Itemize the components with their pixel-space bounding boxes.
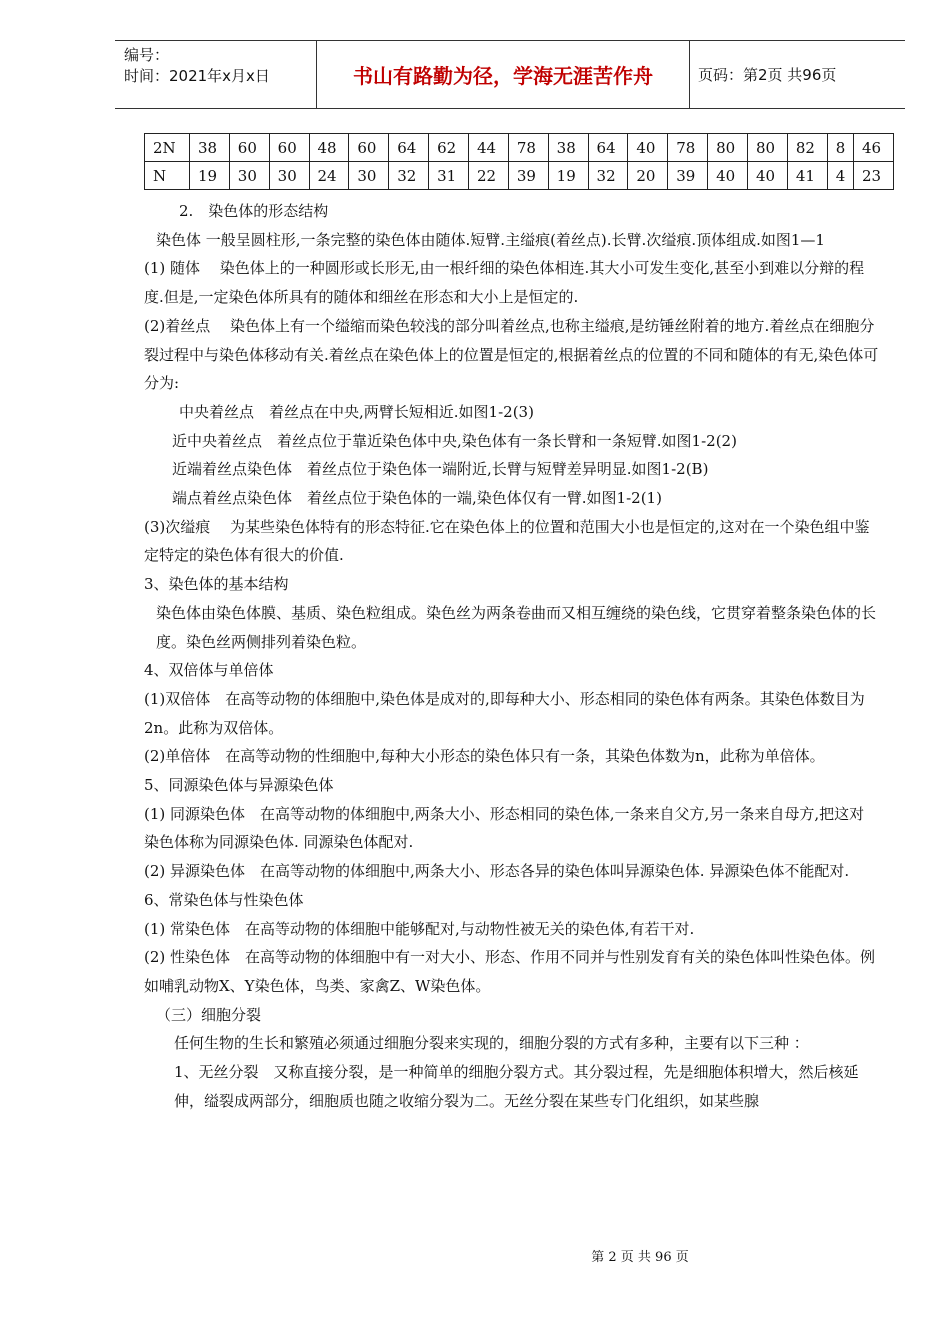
paragraph: (2) 异源染色体 在高等动物的体细胞中,两条大小、形态各异的染色体叫异源染色体. 异源染色体不能配对. [144,862,850,881]
table-cell: 38 [189,134,229,162]
table-cell: 23 [854,162,894,190]
paragraph: (2)着丝点 染色体上有一个缢缩而染色较浅的部分叫着丝点,也称主缢痕,是纺锤丝附着的地方.着丝点在细胞分裂过程中与染色体移动有关.着丝点在染色体上的位置是恒定的,根据着丝点的位置的不同和随体的有无,染色体可分为: [144,316,879,393]
table-cell: 40 [708,162,748,190]
table-cell: 38 [548,134,588,162]
list-item: 中央着丝点 着丝点在中央,两臂长短相近.如图1-2(3) [179,402,534,421]
table-cell: 31 [429,162,469,190]
table-cell: 64 [588,134,628,162]
table-cell: 62 [429,134,469,162]
table-cell: 80 [708,134,748,162]
table-cell: 80 [747,134,787,162]
table-cell: 19 [548,162,588,190]
paragraph: 染色体 一般呈圆柱形,一条完整的染色体由随体.短臂.主缢痕(着丝点).长臂.次缢痕.顶体组成.如图1—1 [156,230,825,249]
table-cell: 48 [309,134,349,162]
paragraph: (1) 同源染色体 在高等动物的体细胞中,两条大小、形态相同的染色体,一条来自父方,另一条来自母方,把这对染色体称为同源染色体. 同源染色体配对. [144,804,865,852]
section-heading: 2. 染色体的形态结构 [179,202,329,220]
list-item: 近中央着丝点 着丝点位于靠近染色体中央,染色体有一条长臂和一条短臂.如图1-2(2) [172,431,737,450]
table-cell: 40 [628,134,668,162]
serial-label: 编号： [124,46,170,64]
table-cell: 78 [508,134,548,162]
table-cell: 4 [827,162,853,190]
table-cell: 19 [189,162,229,190]
table-cell: 30 [349,162,389,190]
section-heading: 5、同源染色体与异源染色体 [144,776,334,795]
section-heading: （三）细胞分裂 [156,1005,262,1024]
page-footer: 第 2 页 共 96 页 [591,1250,689,1265]
table-cell: 60 [229,134,269,162]
table-cell: 44 [468,134,508,162]
table-cell: 24 [309,162,349,190]
table-cell: 82 [787,134,827,162]
paragraph: (1) 常染色体 在高等动物的体细胞中能够配对,与动物性被无关的染色体,有若干对. [144,919,695,938]
table-cell: 30 [229,162,269,190]
table-row [145,134,894,162]
list-item: 端点着丝点染色体 着丝点位于染色体的一端,染色体仅有一臂.如图1-2(1) [172,489,662,508]
table-cell: 40 [747,162,787,190]
table-cell: 41 [787,162,827,190]
table-cell: 32 [389,162,429,190]
table-cell: 39 [508,162,548,190]
header-motto: 书山有路勤为径，学海无涯苦作舟 [316,41,690,108]
paragraph: (2)单倍体 在高等动物的性细胞中,每种大小形态的染色体只有一条，其染色体数为n，此称为单倍体。 [144,747,825,766]
section-heading: 4、双倍体与单倍体 [144,661,274,680]
document-body [144,197,879,1116]
table-cell: 60 [269,134,309,162]
chromosome-count-table [144,133,894,190]
table-cell: 60 [349,134,389,162]
section-heading: 3、染色体的基本结构 [144,575,289,594]
table-cell: 39 [668,162,708,190]
table-cell: 46 [854,134,894,162]
page-header [115,40,905,109]
list-item: 近端着丝点染色体 着丝点位于染色体一端附近,长臂与短臂差异明显.如图1-2(B) [172,460,709,479]
table-cell: 2N [145,134,190,162]
table-cell: 22 [468,162,508,190]
header-page-label: 页码：第2页 共96页 [698,66,837,84]
table-cell: 8 [827,134,853,162]
time-label: 时间：2021年x月x日 [124,67,270,85]
table-row [145,162,894,190]
section-heading: 6、常染色体与性染色体 [144,890,304,909]
table-cell: 64 [389,134,429,162]
paragraph: (1)双倍体 在高等动物的体细胞中,染色体是成对的,即每种大小、形态相同的染色体有两条。其染色体数目为2n。此称为双倍体。 [144,689,865,737]
paragraph: (1) 随体 染色体上的一种圆形或长形无,由一根纤细的染色体相连.其大小可发生变化,甚至小到难以分辩的程度.但是,一定染色体所具有的随体和细丝在形态和大小上是恒定的. [144,259,865,307]
table-cell: N [145,162,190,190]
paragraph: 染色体由染色体膜、基质、染色粒组成。染色丝为两条卷曲而又相互缠绕的染色线，它贯穿着整条染色体的长度。染色丝两侧排列着染色粒。 [156,603,877,651]
header-meta [115,41,316,108]
paragraph: 1、无丝分裂 又称直接分裂，是一种简单的细胞分裂方式。其分裂过程，先是细胞体积增大，然后核延伸，缢裂成两部分，细胞质也随之收缩分裂为二。无丝分裂在某些专门化组织，如某些腺 [174,1063,859,1110]
paragraph: (2) 性染色体 在高等动物的体细胞中有一对大小、形态、作用不同并与性别发育有关的染色体叫性染色体。例如哺乳动物X、Y染色体，鸟类、家禽Z、W染色体。 [144,948,876,995]
table-cell: 32 [588,162,628,190]
table-cell: 78 [668,134,708,162]
table-cell: 20 [628,162,668,190]
paragraph: (3)次缢痕 为某些染色体特有的形态特征.它在染色体上的位置和范围大小也是恒定的,这对在一个染色组中鉴定特定的染色体有很大的价值. [144,517,870,565]
paragraph: 任何生物的生长和繁殖必须通过细胞分裂来实现的，细胞分裂的方式有多种，主要有以下三种 ： [174,1034,809,1053]
table-cell: 30 [269,162,309,190]
